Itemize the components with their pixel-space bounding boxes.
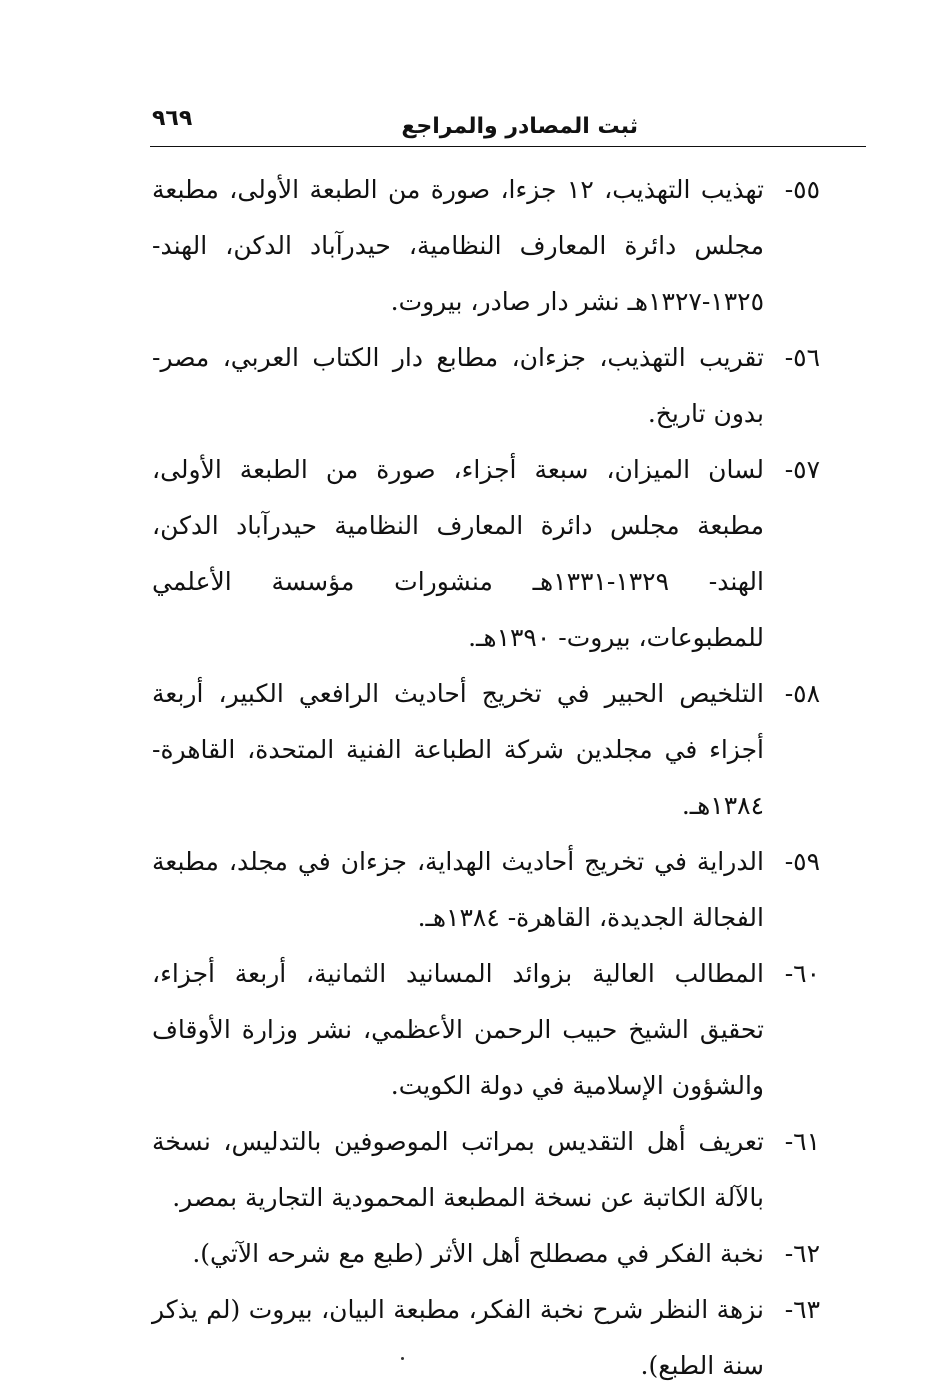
page-number: ٩٦٩ (152, 106, 193, 131)
entry-number: ٦٠- (784, 959, 820, 988)
entry-text: المطالب العالية بزوائد المسانيد الثمانية، أربعة أجزاء، تحقيق الشيخ حبيب الرحمن الأعظمي، نشر وزارة الأوقاف والشؤون الإسلامية في دولة الكويت. (152, 959, 764, 1100)
entry-text: الدراية في تخريج أحاديث الهداية، جزءان في مجلد، مطبعة الفجالة الجديدة، القاهرة- ١٣٨٤هـ. (152, 847, 764, 932)
bibliography-entry (152, 162, 820, 330)
bibliography-list (152, 162, 820, 1394)
bibliography-entry (152, 442, 820, 666)
entry-number: ٥٨- (784, 679, 820, 708)
entry-text: تعريف أهل التقديس بمراتب الموصوفين بالتدليس، نسخة بالآلة الكاتبة عن نسخة المطبعة المحمودية التجارية بمصر. (152, 1127, 764, 1212)
entry-text: تهذيب التهذيب، ١٢ جزءا، صورة من الطبعة الأولى، مطبعة مجلس دائرة المعارف النظامية، حيدرآباد الدكن، الهند- ١٣٢٥-١٣٢٧هـ نشر دار صادر، بيروت. (152, 175, 764, 316)
entry-number: ٦١- (784, 1127, 820, 1156)
entry-text: لسان الميزان، سبعة أجزاء، صورة من الطبعة الأولى، مطبعة مجلس دائرة المعارف النظامية حيدرآباد الدكن، الهند- ١٣٢٩-١٣٣١هـ منشورات مؤسسة الأعلمي للمطبوعات، بيروت- ١٣٩٠هـ. (152, 455, 764, 652)
entry-text: التلخيص الحبير في تخريج أحاديث الرافعي الكبير، أربعة أجزاء في مجلدين شركة الطباعة الفنية المتحدة، القاهرة- ١٣٨٤هـ. (152, 679, 764, 820)
entry-number: ٦٢- (784, 1239, 820, 1268)
entry-number: ٥٥- (784, 175, 820, 204)
entry-number: ٥٦- (784, 343, 820, 372)
bibliography-entry (152, 946, 820, 1114)
running-title: ثبت المصادر والمراجع (401, 114, 638, 139)
bibliography-entry (152, 1226, 820, 1282)
entry-text: نخبة الفكر في مصطلح أهل الأثر (طبع مع شرحه الآتي). (192, 1239, 764, 1268)
entry-text: تقريب التهذيب، جزءان، مطابع دار الكتاب العربي، مصر- بدون تاريخ. (152, 343, 764, 428)
bibliography-entry (152, 1282, 820, 1394)
entry-text: نزهة النظر شرح نخبة الفكر، مطبعة البيان، بيروت (لم يذكر سنة الطبع). (152, 1295, 764, 1380)
bibliography-entry (152, 1114, 820, 1226)
bibliography-entry (152, 834, 820, 946)
entry-number: ٦٣- (784, 1295, 820, 1324)
page-header (150, 100, 866, 146)
header-rule (150, 146, 866, 147)
bibliography-entry (152, 666, 820, 834)
entry-number: ٥٩- (784, 847, 820, 876)
entry-number: ٥٧- (784, 455, 820, 484)
page-dot-mark (401, 1357, 404, 1360)
bibliography-entry (152, 330, 820, 442)
